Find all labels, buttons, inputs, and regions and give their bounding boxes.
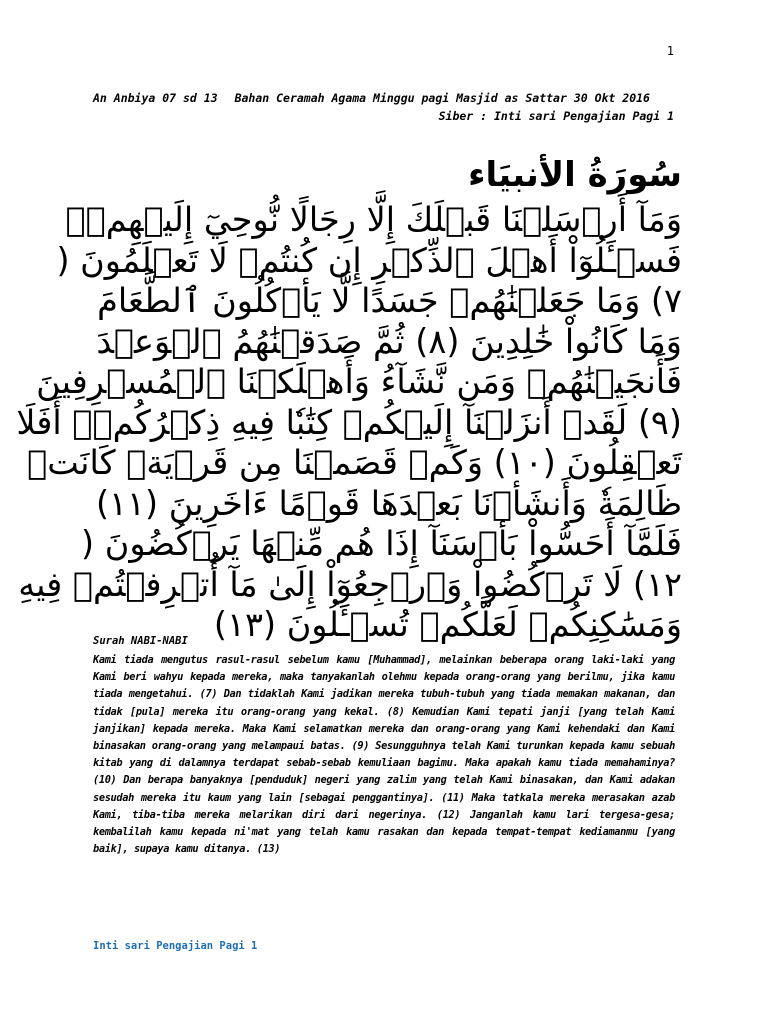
- translation-text: Kami tiada mengutus rasul-rasul sebelum kamu [Muhammad], melainkan beberapa orang laki-laki yang Kami beri wahyu kepada mereka, maka tanyakanlah olehmu kepada orang-orang yang berilmu, jika kamu tiada mengetahui. (7) Dan tidaklah Kami jadikan mereka tubuh-tubuh yang tiada memakan makanan, dan tidak [pula] mereka itu orang-orang yang kekal. (8) Kemudian Kami tepati janji [yang telah Kami janjikan] kepada mereka. Maka Kami selamatkan mereka dan orang-orang yang Kami kehendaki dan Kami binasakan orang-orang yang melampaui batas. (9) Sesungguhnya telah Kami turunkan kepada kamu sebuah kitab yang di dalamnya terdapat sebab-sebab kemuliaan bagimu. Maka apakah kamu tiada memahaminya? (10) Dan berapa banyaknya [penduduk] negeri yang zalim yang telah Kami binasakan, dan Kami adakan sesudah mereka itu kaum yang lain [sebagai penggantinya]. (11) Maka tatkala mereka merasakan azab Kami, tiba-tiba mereka melarikan diri dari negerinya. (12) Janganlah kamu lari tergesa-gesa; kembalilah kamu kepada ni'mat yang telah kamu rasakan dan kepada tempat-tempat kediamanmu [yang baik], supaya kamu ditanya. (13): [93, 654, 675, 856]
- surah-title: سُورَةُ الأنبيَاء: [468, 155, 682, 195]
- arabic-line: فَلَمَّآ أَحَسُّواْ بَأۡسَنَآ إِذَا هُم مِّنۡهَا يَرۡكُضُونَ (: [81, 524, 682, 563]
- header-title: An Anbiya 07 sd 13: [93, 91, 218, 105]
- arabic-line: وَمَآ أَرۡسَلۡنَا قَبۡلَكَ إِلَّا رِجَالًا نُّوحِيٓ إِلَيۡهِمۡۖ: [65, 200, 682, 239]
- header-source: Siber : Inti sari Pengajian Pagi 1: [438, 109, 674, 123]
- arabic-verses: [16, 150, 682, 646]
- translation-title: Surah NABI-NABI: [93, 635, 188, 647]
- document-header: [93, 91, 693, 105]
- header-subtitle: Bahan Ceramah Agama Minggu pagi Masjid as Sattar 30 Okt 2016: [234, 91, 650, 105]
- arabic-line: فَأَنجَيۡنَٰهُمۡ وَمَن نَّشَآءُ وَأَهۡلَكۡنَا ٱلۡمُسۡرِفِينَ: [36, 362, 682, 401]
- arabic-line: وَمَسَٰكِنِكُمۡ لَعَلَّكُمۡ تُسۡـَٔلُونَ (١٣): [213, 605, 682, 644]
- page-footer: Inti sari Pengajian Pagi 1: [93, 940, 258, 952]
- arabic-line: وَمَا كَانُواْ خَٰلِدِينَ (٨) ثُمَّ صَدَقۡنَٰهُمُ ٱلۡوَعۡدَ: [96, 321, 682, 361]
- page-number: 1: [666, 44, 674, 58]
- arabic-line: تَعۡقِلُونَ (١٠) وَكَمۡ قَصَمۡنَا مِن قَرۡيَةٖ كَانَتۡ: [27, 443, 682, 482]
- arabic-line: ١٢) لَا تَرۡكُضُواْ وَٱرۡجِعُوٓاْ إِلَىٰ مَآ أُتۡرِفۡتُمۡ فِيهِ: [18, 564, 682, 604]
- arabic-line: ٧) وَمَا جَعَلۡنَٰهُمۡ جَسَدًا لَّا يَأۡكُلُونَ ٱلطَّعَامَ: [97, 281, 682, 320]
- arabic-line: ظَالِمَةٗ وَأَنشَأۡنَا بَعۡدَهَا قَوۡمًا ءَاخَرِينَ (١١): [95, 483, 682, 523]
- arabic-line: فَسۡـَٔلُوٓاْ أَهۡلَ ٱلذِّكۡرِ إِن كُنتُمۡ لَا تَعۡلَمُونَ (: [56, 240, 682, 280]
- arabic-line: (٩) لَقَدۡ أَنزَلۡنَآ إِلَيۡكُمۡ كِتَٰبٗا فِيهِ ذِكۡرُكُمۡۚ أَفَلَا: [16, 402, 682, 442]
